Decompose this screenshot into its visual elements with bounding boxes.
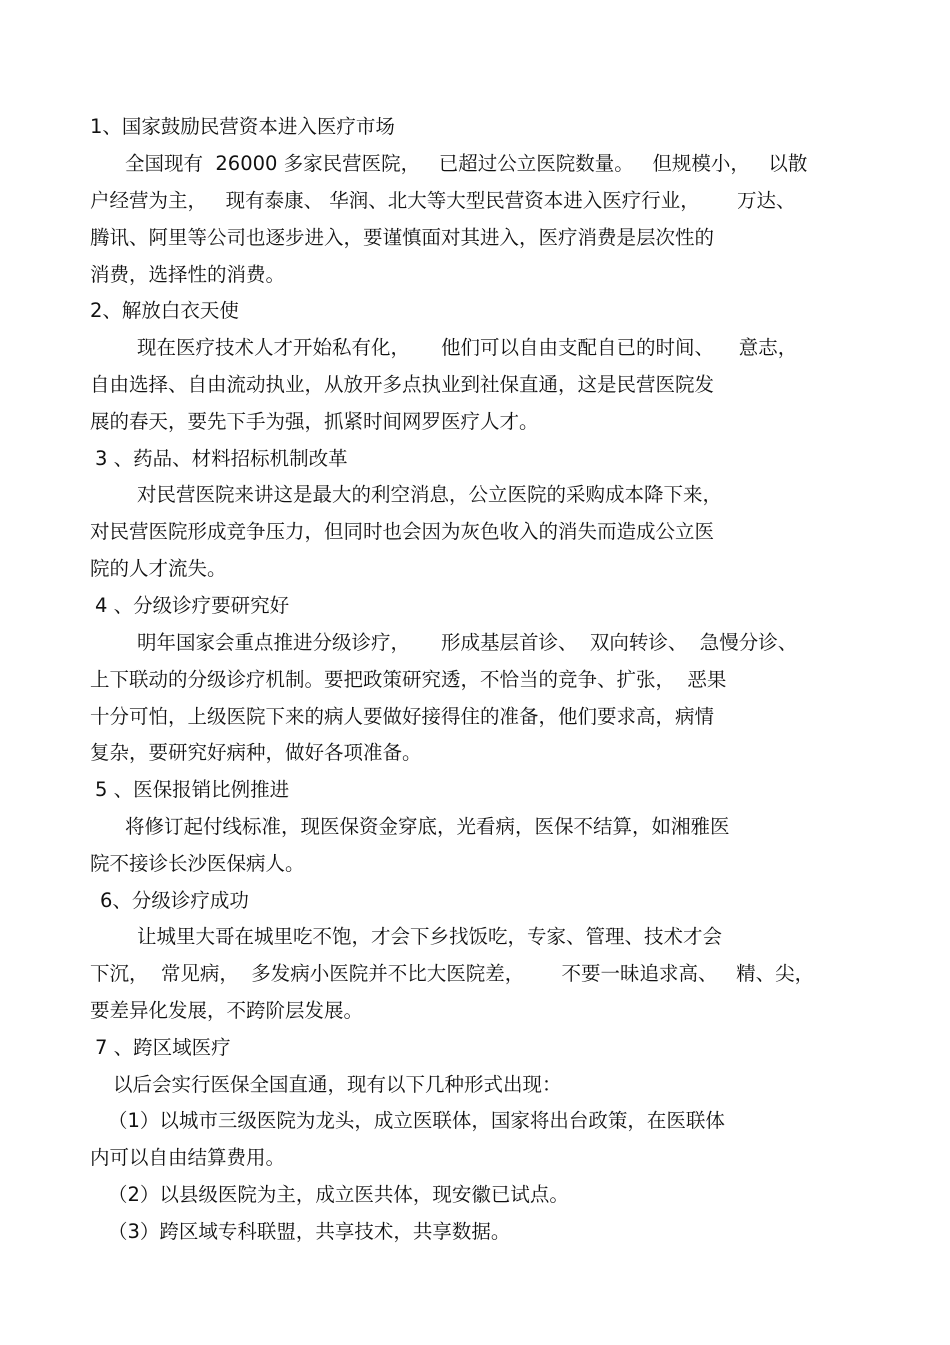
paragraph-line: 让城里大哥在城里吃不饱，才会下乡找饭吃，专家、管理、技术才会 bbox=[137, 925, 723, 948]
paragraph-line: 复杂，要研究好病种，做好各项准备。 bbox=[90, 741, 422, 764]
heading-5: 5 、医保报销比例推进 bbox=[95, 778, 290, 801]
heading-4: 4 、分级诊疗要研究好 bbox=[95, 594, 290, 617]
paragraph-line: 要差异化发展，不跨阶层发展。 bbox=[90, 999, 364, 1022]
list-item-3: （3）跨区域专科联盟，共享技术，共享数据。 bbox=[108, 1220, 511, 1243]
paragraph-line: 对民营医院形成竞争压力，但同时也会因为灰色收入的消失而造成公立医 bbox=[90, 520, 715, 543]
paragraph-line: 院的人才流失。 bbox=[90, 557, 227, 580]
heading-7: 7 、跨区域医疗 bbox=[95, 1036, 231, 1059]
paragraph-line: 现在医疗技术人才开始私有化， 他们可以自由支配自已的时间、 意志， bbox=[137, 336, 798, 359]
paragraph-line: 展的春天，要先下手为强，抓紧时间网罗医疗人才。 bbox=[90, 410, 539, 433]
paragraph-line: 内可以自由结算费用。 bbox=[90, 1146, 286, 1169]
paragraph-line: 将修订起付线标准，现医保资金穿底，光看病，医保不结算，如湘雅医 bbox=[125, 815, 730, 838]
paragraph-line: 明年国家会重点推进分级诊疗， 形成基层首诊、 双向转诊、 急慢分诊、 bbox=[137, 631, 798, 654]
paragraph-line: 院不接诊长沙医保病人。 bbox=[90, 852, 305, 875]
paragraph-line: 上下联动的分级诊疗机制。要把政策研究透，不恰当的竞争、扩张， 恶果 bbox=[90, 668, 727, 691]
list-item-1: （1）以城市三级医院为龙头，成立医联体，国家将出台政策，在医联体 bbox=[108, 1109, 725, 1132]
paragraph-line: 腾讯、阿里等公司也逐步进入，要谨慎面对其进入，医疗消费是层次性的 bbox=[90, 226, 715, 249]
paragraph-line: 自由选择、自由流动执业，从放开多点执业到社保直通，这是民营医院发 bbox=[90, 373, 715, 396]
paragraph-line: 以后会实行医保全国直通，现有以下几种形式出现： bbox=[113, 1073, 562, 1096]
heading-3: 3 、药品、材料招标机制改革 bbox=[95, 447, 348, 470]
paragraph-line: 对民营医院来讲这是最大的利空消息，公立医院的采购成本降下来， bbox=[137, 483, 723, 506]
heading-2: 2、解放白衣天使 bbox=[90, 299, 239, 322]
list-item-2: （2）以县级医院为主，成立医共体，现安徽已试点。 bbox=[108, 1183, 569, 1206]
paragraph-line: 户经营为主， 现有泰康、 华润、北大等大型民营资本进入医疗行业， 万达、 bbox=[90, 189, 796, 212]
heading-6: 6、分级诊疗成功 bbox=[100, 889, 249, 912]
heading-1: 1、国家鼓励民营资本进入医疗市场 bbox=[90, 115, 395, 138]
paragraph-line: 下沉， 常见病， 多发病小医院并不比大医院差， 不要一昧追求高、 精、尖， bbox=[90, 962, 815, 985]
paragraph-line: 消费，选择性的消费。 bbox=[90, 263, 286, 286]
paragraph-line: 全国现有 26000 多家民营医院， 已超过公立医院数量。 但规模小， 以散 bbox=[125, 152, 808, 175]
paragraph-line: 十分可怕，上级医院下来的病人要做好接得住的准备，他们要求高，病情 bbox=[90, 705, 715, 728]
